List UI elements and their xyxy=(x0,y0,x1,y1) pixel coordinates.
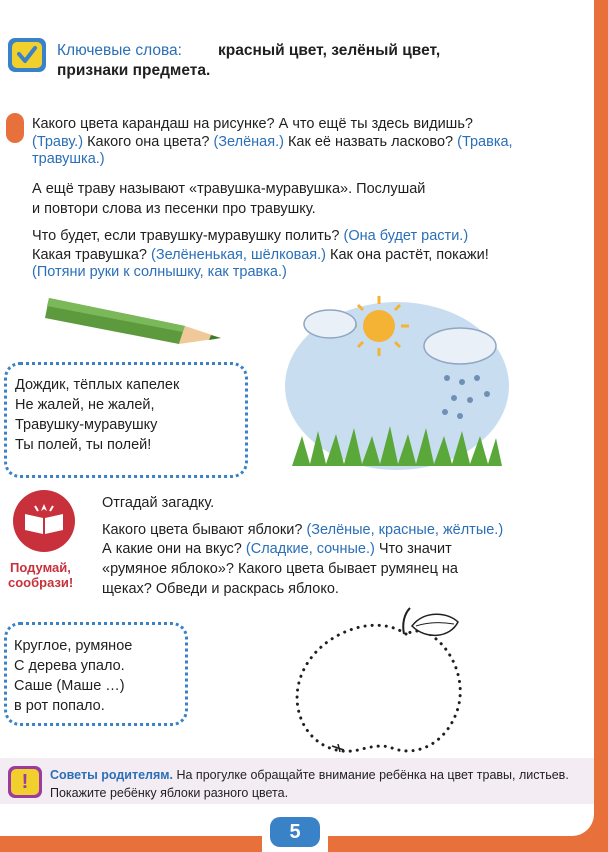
s2-line-3 xyxy=(102,540,452,559)
s1-line-6 xyxy=(32,227,468,246)
s1-line-5: и повтори слова из песенки про травушку. xyxy=(32,201,316,217)
riddle-line-2: С дерева упало. xyxy=(14,658,125,674)
rain-sun-grass-illustration xyxy=(282,286,512,472)
question: Как она растёт, покажи! xyxy=(330,247,489,263)
answer: (Травка, xyxy=(457,134,513,150)
poem-line-3: Травушку-муравушку xyxy=(15,417,158,433)
s2-line-4: «румяное яблоко»? Какого цвета бывает румянец на xyxy=(102,561,458,577)
question: Какого цвета бывают яблоки? xyxy=(102,522,303,538)
poem-line-2: Не жалей, не жалей, xyxy=(15,397,155,413)
s2-line-2 xyxy=(102,521,503,540)
keywords-text-1: красный цвет, зелёный цвет, xyxy=(218,42,441,59)
answer: (Зелёная.) xyxy=(213,134,284,150)
keywords-text-2: признаки предмета. xyxy=(57,62,211,79)
think-label-2: сообрази! xyxy=(8,575,74,590)
answer: (Зелёные, красные, жёлтые.) xyxy=(306,522,504,538)
s1-line-8: (Потяни руки к солнышку, как травка.) xyxy=(32,264,287,280)
s1-line-1: Какого цвета карандаш на рисунке? А что ещё ты здесь видишь? xyxy=(32,116,473,132)
s1-line-3: травушка.) xyxy=(32,151,105,167)
parents-line-1 xyxy=(50,766,569,785)
poem-line-4: Ты полей, ты полей! xyxy=(15,437,152,453)
poem-line-1: Дождик, тёплых капелек xyxy=(15,377,180,393)
parents-label: Советы родителям. xyxy=(50,768,173,782)
parents-text-1: На прогулке обращайте внимание ребёнка на цвет травы, листьев. xyxy=(176,768,569,782)
answer: (Зелёненькая, шёлковая.) xyxy=(150,247,326,263)
open-book-icon xyxy=(13,490,75,552)
parents-text-2: Покажите ребёнку яблоки разного цвета. xyxy=(50,786,289,800)
question: Как её назвать ласково? xyxy=(287,134,454,150)
question: Какая травушка? xyxy=(32,247,147,263)
dotted-apple-trace[interactable] xyxy=(288,604,478,762)
riddle-line-3: Саше (Маше …) xyxy=(14,678,125,694)
page-number: 5 xyxy=(270,817,320,847)
checkmark-icon xyxy=(8,38,46,72)
answer: (Траву.) xyxy=(32,134,84,150)
answer: (Она будет расти.) xyxy=(343,228,469,244)
s1-line-4: А ещё траву называют «травушка-муравушка». Послушай xyxy=(32,181,426,197)
question: А какие они на вкус? xyxy=(102,541,242,557)
question: Что значит xyxy=(378,541,452,557)
question: Какого она цвета? xyxy=(87,134,210,150)
riddle-line-4: в рот попало. xyxy=(14,698,105,714)
section-marker xyxy=(6,113,24,143)
green-pencil-illustration xyxy=(45,292,225,352)
answer: (Сладкие, сочные.) xyxy=(245,541,375,557)
question: Что будет, если травушку-муравушку полить? xyxy=(32,228,340,244)
s2-line-5: щеках? Обведи и раскрась яблоко. xyxy=(102,581,339,597)
riddle-line-1: Круглое, румяное xyxy=(14,638,133,654)
s2-line-1: Отгадай загадку. xyxy=(102,495,215,511)
think-label-1: Подумай, xyxy=(10,560,71,575)
exclamation-icon: ! xyxy=(8,766,42,798)
keywords-label: Ключевые слова: xyxy=(57,42,182,59)
